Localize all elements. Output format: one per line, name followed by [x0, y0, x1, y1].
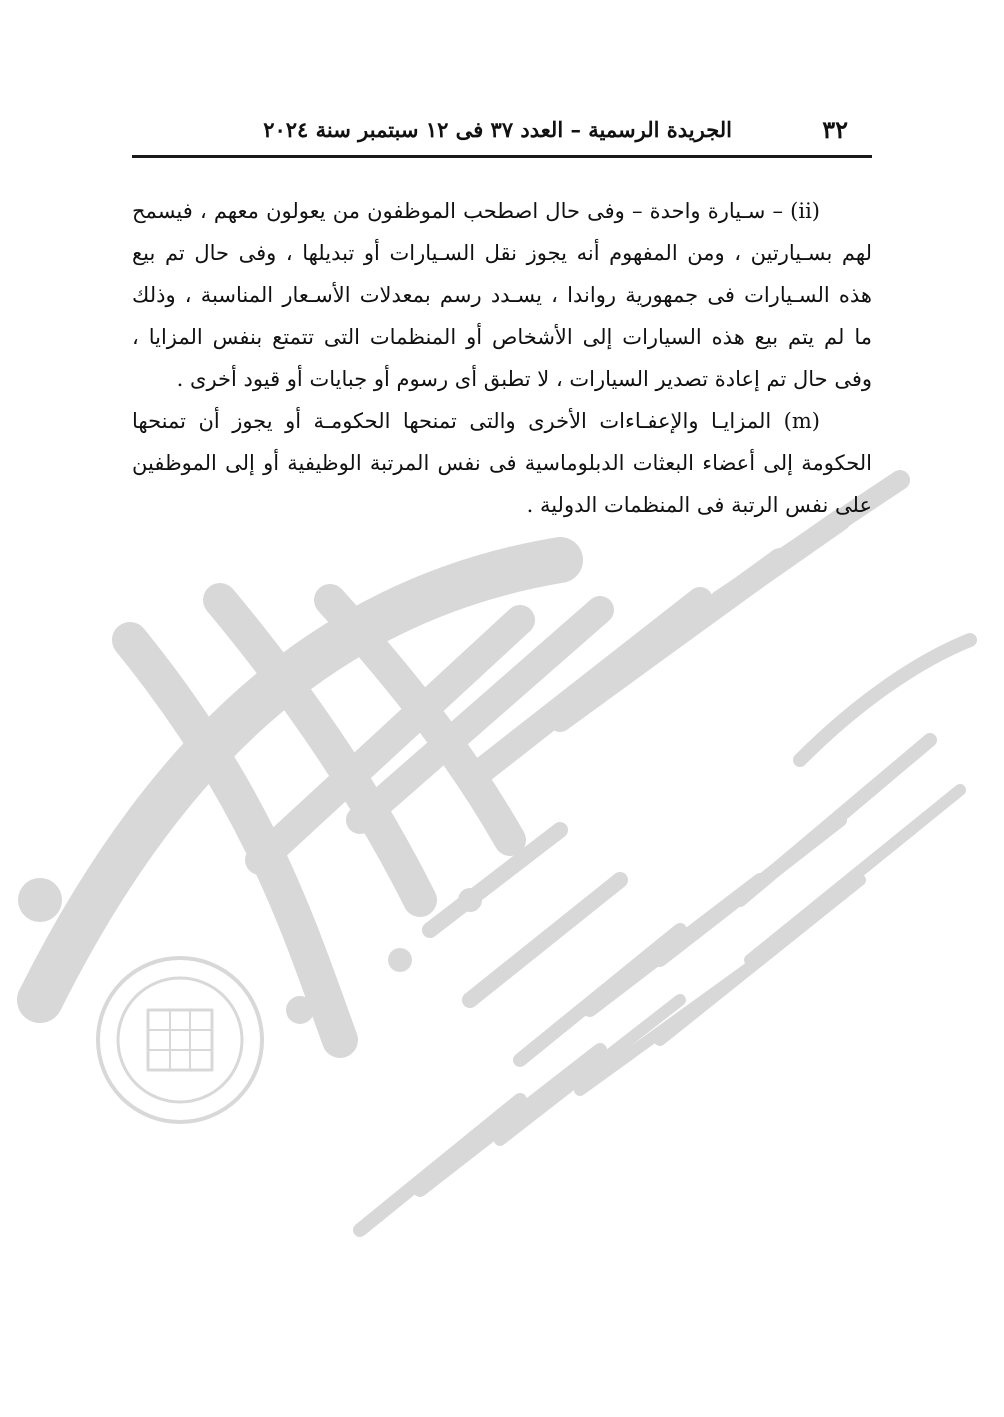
gazette-header-title: الجريدة الرسمية – العدد ٣٧ فى ١٢ سبتمبر سنة ٢٠٢٤: [263, 117, 732, 142]
text-line: (m) المزايـا والإعفـاءات الأخرى والتى تمنحها الحكومـة أو يجوز أن تمنحها: [132, 409, 820, 433]
text-line: لهم بسـيارتين ، ومن المفهوم أنه يجوز نقل السـيارات أو تبديلها ، وفى حال تم بيع: [132, 241, 872, 265]
text-line: ما لم يتم بيع هذه السيارات إلى الأشخاص أو المنظمات التى تتمتع بنفس المزايا ،: [132, 325, 872, 349]
text-line: هذه السـيارات فى جمهورية رواندا ، يسـدد رسم بمعدلات الأسـعار المناسبة ، وذلك: [132, 283, 872, 307]
text-line: على نفس الرتبة فى المنظمات الدولية .: [526, 493, 872, 517]
text-line: (ii) – سـيارة واحدة – وفى حال اصطحب الموظفون من يعولون معهم ، فيسمح: [132, 199, 820, 223]
text-line: وفى حال تم إعادة تصدير السيارات ، لا تطبق أى رسوم أو جبايات أو قيود أخرى .: [176, 367, 872, 391]
text-line: الحكومة إلى أعضاء البعثات الدبلوماسية فى نفس المرتبة الوظيفية أو إلى الموظفين: [132, 451, 872, 475]
header-divider: [132, 155, 872, 158]
page-header: [132, 112, 872, 154]
page-number: ٣٢: [822, 115, 848, 144]
document-body: [132, 190, 872, 526]
